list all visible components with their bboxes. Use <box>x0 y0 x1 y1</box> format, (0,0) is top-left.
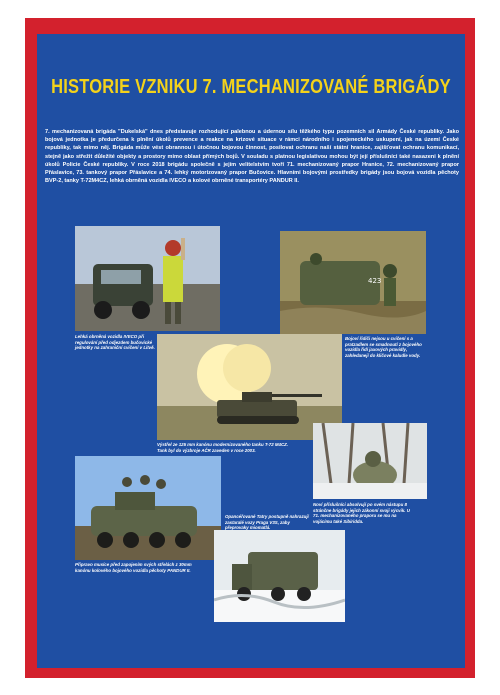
photo-iveco <box>75 226 220 331</box>
caption-pandur: Připravo musíce před zapojením svých střelách z 30mm kanónu kolového bojového vozidla pěchoty PANDUR II. <box>75 562 192 573</box>
svg-text:423: 423 <box>368 277 382 285</box>
caption-bvp: Bojoví řidiči nejsou u cvičení s a pratzadlem se smadnoutí z bojového vozidla řidí jaxových pravidly, zahledanejí do kličové kaludle vody. <box>345 336 422 358</box>
intro-paragraph: 7. mechanizovaná brigáda "Dukelská" dnes představuje rozhodující palebnou a údernou sílu těžkého typu pozemních sil Armády České republiky. Jako bojová jednotka je předurčena k plnění úkolů prevence a reakce na krizové situace v rámci národního i spojeneckého uskupení, jak na území České republiky, tak mimo něj. Brigáda může vést obrannou i útočnou bojovou činnost, posilovat ochranu naší státní hranice, zajišťovat ochranu komunikací, stejně jako střežit důležité objekty a prostory mimo oblast přímých bojů. V souladu s platnou legislativou mohou být její příslušníci také nasazeni k plnění úkolů Policie České republiky. V roce 2018 brigádu společně s jejím velitelstvím tvoří 71. mechanizovaný prapor Hranice, 72. mechanizovaný prapor Přáslavice, 73. tankový prapor Přáslavice a 74. lehký motorizovaný prapor Bučovice. Hlavními bojovými prostředky brigády jsou bojová vozidla pěchoty BVP-2, tanky T-72M4CZ, lehká obrněná vozidla IVECO a kolové obrněné transportéry PANDUR II. <box>45 129 459 185</box>
caption-tank: Výstřel ze 125 mm kanónu modernizovaného tanku T-72 M4CZ. Tank byl do výzbroje AČR zaveden v roce 2003. <box>157 442 289 453</box>
caption-winter: Noví příslušníci absolvují po svém nástupu 8 stránčne brigády jejich zákonní svoji výcvik. U 71. mechanizovaného praporu se mu na vojácímu také Sibiridda. <box>313 502 410 524</box>
photo-winter-soldier <box>313 423 427 499</box>
caption-iveco: Lehká obrněná vozidla IVECO při regulování před odjezdem bučovické jednotky na zahraniční cvičení v Litvě. <box>75 334 155 351</box>
photo-pandur <box>75 456 221 560</box>
photo-tatra <box>214 530 345 622</box>
page-title: HISTORIE VZNIKU 7. MECHANIZOVANÉ BRIGÁDY <box>51 75 451 99</box>
caption-tatra: Opancéřované Tatry postupně nahrazují zastaralé vozy Praga V3S, zaby přeprovaky miomatlá. <box>225 514 309 531</box>
photo-bvp-water <box>280 231 426 334</box>
poster-panel <box>37 34 465 668</box>
